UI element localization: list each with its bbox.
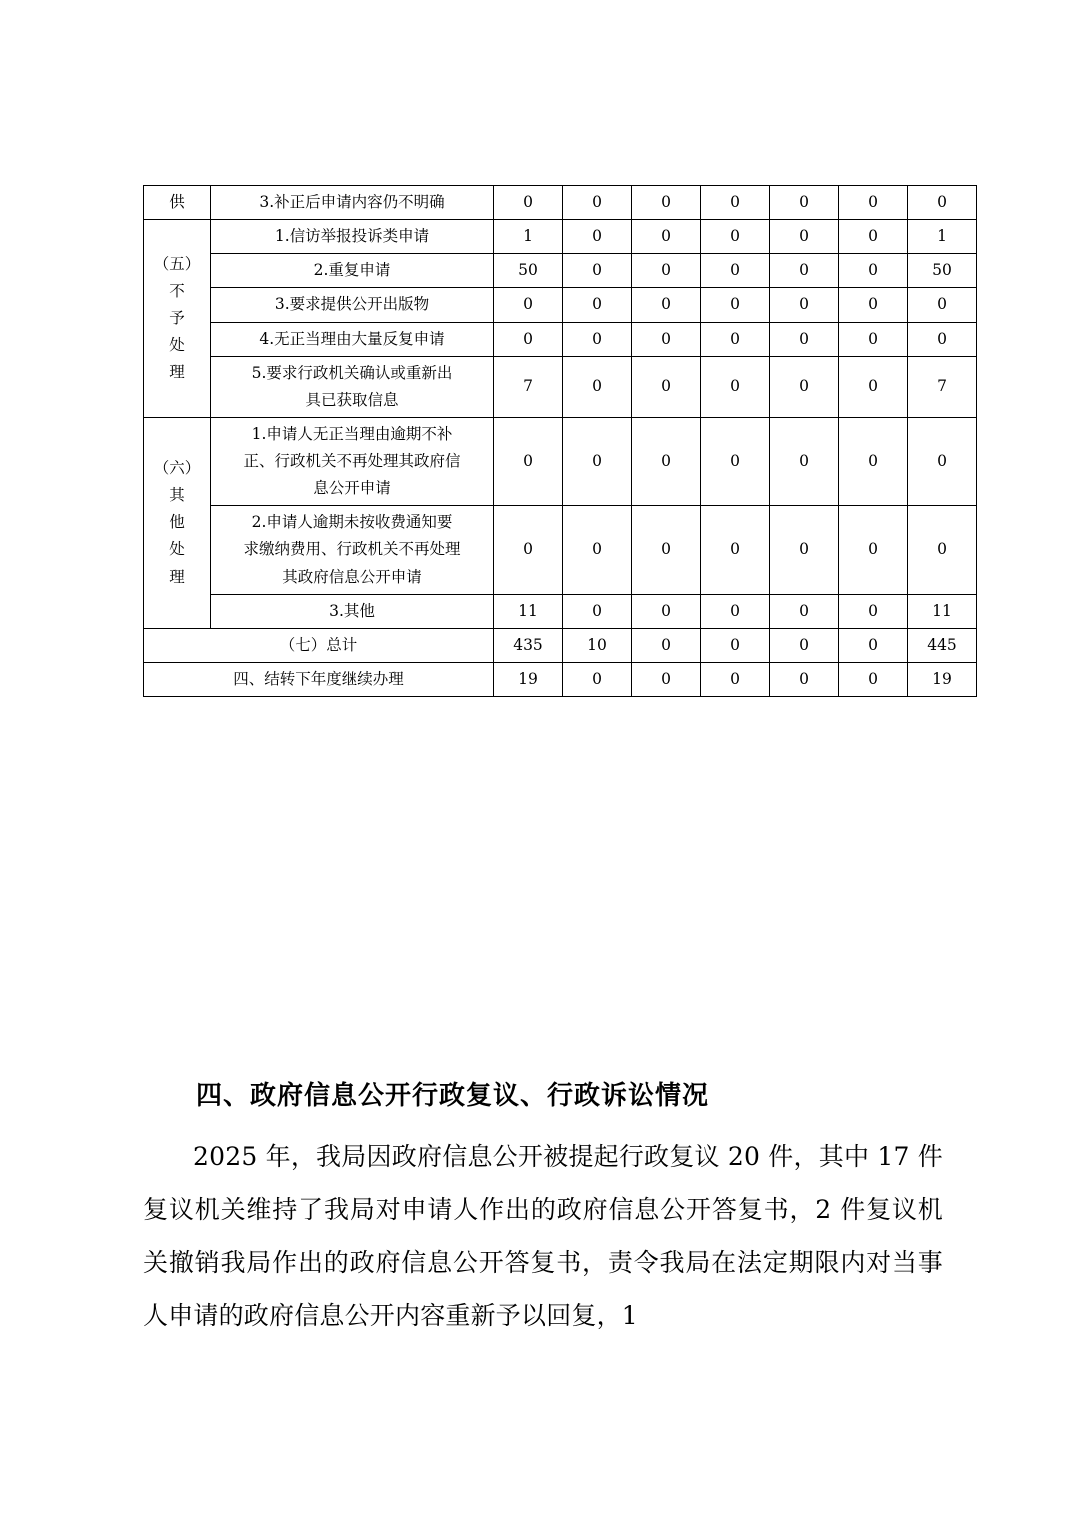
- cell-value: 0: [494, 417, 563, 505]
- row-description: [211, 506, 494, 594]
- cell-value: 0: [632, 356, 701, 417]
- row-description: 3.其他: [211, 594, 494, 628]
- cell-value: 0: [563, 220, 632, 254]
- group-six-char-3: 处: [169, 540, 185, 559]
- cell-value: 0: [632, 288, 701, 322]
- cell-value: 0: [908, 186, 977, 220]
- table-row-carry: [144, 662, 977, 696]
- row-description-line: 其政府信息公开申请: [282, 567, 422, 586]
- group-six-char-4: 理: [169, 567, 185, 586]
- cell-value: 0: [839, 220, 908, 254]
- cell-value: 0: [563, 662, 632, 696]
- section-paragraph: [143, 1130, 943, 1342]
- table-row: [144, 288, 977, 322]
- cell-value: 19: [908, 662, 977, 696]
- cell-value: 0: [563, 288, 632, 322]
- cell-value: 10: [563, 628, 632, 662]
- cell-value: 0: [839, 417, 908, 505]
- cell-value: 0: [563, 506, 632, 594]
- cell-value: 0: [494, 506, 563, 594]
- cell-value: 0: [494, 288, 563, 322]
- cell-value: 0: [770, 662, 839, 696]
- cell-value: 0: [908, 322, 977, 356]
- cell-value: 1: [494, 220, 563, 254]
- cell-value: 0: [839, 628, 908, 662]
- cell-value: 0: [701, 506, 770, 594]
- table-row: [144, 186, 977, 220]
- group-five-char-4: 理: [169, 363, 185, 382]
- cell-value: 435: [494, 628, 563, 662]
- group-label-six: [144, 417, 211, 628]
- row-description: 3.补正后申请内容仍不明确: [211, 186, 494, 220]
- cell-value: 0: [632, 417, 701, 505]
- cell-value: 445: [908, 628, 977, 662]
- cell-value: 0: [770, 506, 839, 594]
- cell-value: 0: [839, 594, 908, 628]
- cell-value: 0: [770, 220, 839, 254]
- statistics-table-wrapper: [143, 185, 957, 697]
- group-label-five: [144, 220, 211, 418]
- cell-value: 0: [839, 506, 908, 594]
- cell-value: 0: [701, 288, 770, 322]
- row-description-line: 正、行政机关不再处理其政府信: [243, 452, 461, 470]
- table-row: [144, 506, 977, 594]
- group-label-supply: 供: [144, 186, 211, 220]
- cell-value: 0: [563, 186, 632, 220]
- group-five-char-3: 处: [169, 336, 185, 355]
- group-six-char-2: 他: [169, 513, 185, 532]
- group-six-number: （六）: [153, 459, 201, 477]
- cell-value: 0: [908, 288, 977, 322]
- cell-value: 0: [770, 628, 839, 662]
- row-description: 2.重复申请: [211, 254, 494, 288]
- table-row: [144, 322, 977, 356]
- total-label: （七）总计: [144, 628, 494, 662]
- group-five-char-1: 不: [169, 281, 185, 300]
- cell-value: 0: [563, 322, 632, 356]
- paragraph-text: 2025 年，我局因政府信息公开被提起行政复议 20 件，其中 17 件复议机关维持了我局对申请人作出的政府信息公开答复书，2 件复议机关撤销我局作出的政府信息公开答复书，责令我局在法定期限内对当事人申请的政府信息公开内容重新予以回复，1: [143, 1142, 943, 1330]
- cell-value: 0: [839, 288, 908, 322]
- cell-value: 0: [701, 254, 770, 288]
- row-description-line: 具已获取信息: [305, 390, 399, 409]
- cell-value: 0: [632, 628, 701, 662]
- cell-value: 50: [494, 254, 563, 288]
- table-row-total: [144, 628, 977, 662]
- cell-value: 0: [770, 288, 839, 322]
- cell-value: 1: [908, 220, 977, 254]
- cell-value: 0: [839, 254, 908, 288]
- cell-value: 19: [494, 662, 563, 696]
- cell-value: 0: [839, 186, 908, 220]
- cell-value: 0: [701, 356, 770, 417]
- carry-label: 四、结转下年度继续办理: [144, 662, 494, 696]
- cell-value: 7: [494, 356, 563, 417]
- cell-value: 0: [701, 322, 770, 356]
- cell-value: 0: [632, 322, 701, 356]
- row-description-line: 求缴纳费用、行政机关不再处理: [243, 540, 461, 559]
- cell-value: 0: [701, 628, 770, 662]
- cell-value: 0: [632, 254, 701, 288]
- statistics-table: [143, 185, 977, 697]
- cell-value: 0: [494, 186, 563, 220]
- cell-value: 0: [908, 417, 977, 505]
- row-description-line: 2.申请人逾期未按收费通知要: [251, 513, 453, 532]
- row-description: 4.无正当理由大量反复申请: [211, 322, 494, 356]
- cell-value: 0: [563, 417, 632, 505]
- cell-value: 0: [770, 186, 839, 220]
- cell-value: 0: [770, 356, 839, 417]
- cell-value: 0: [839, 356, 908, 417]
- cell-value: 0: [632, 594, 701, 628]
- cell-value: 0: [908, 506, 977, 594]
- row-description-line: 5.要求行政机关确认或重新出: [251, 363, 453, 382]
- cell-value: 50: [908, 254, 977, 288]
- cell-value: 0: [563, 356, 632, 417]
- table-row: [144, 594, 977, 628]
- cell-value: 0: [701, 662, 770, 696]
- cell-value: 0: [839, 662, 908, 696]
- section-heading: 四、政府信息公开行政复议、行政诉讼情况: [196, 1081, 710, 1111]
- cell-value: 0: [632, 506, 701, 594]
- cell-value: 0: [701, 594, 770, 628]
- cell-value: 0: [770, 322, 839, 356]
- cell-value: 0: [770, 594, 839, 628]
- cell-value: 11: [494, 594, 563, 628]
- cell-value: 11: [908, 594, 977, 628]
- cell-value: 0: [632, 186, 701, 220]
- row-description: [211, 356, 494, 417]
- cell-value: 0: [839, 322, 908, 356]
- group-five-char-2: 予: [169, 308, 185, 327]
- table-row: [144, 220, 977, 254]
- table-row: [144, 254, 977, 288]
- cell-value: 0: [701, 417, 770, 505]
- cell-value: 0: [701, 220, 770, 254]
- cell-value: 0: [494, 322, 563, 356]
- table-row: [144, 417, 977, 505]
- cell-value: 0: [563, 594, 632, 628]
- row-description: 3.要求提供公开出版物: [211, 288, 494, 322]
- row-description-line: 息公开申请: [313, 479, 391, 498]
- table-row: [144, 356, 977, 417]
- cell-value: 0: [632, 662, 701, 696]
- group-five-number: （五）: [153, 254, 201, 273]
- cell-value: 0: [770, 254, 839, 288]
- cell-value: 0: [563, 254, 632, 288]
- row-description-line: 1.申请人无正当理由逾期不补: [251, 424, 453, 443]
- cell-value: 7: [908, 356, 977, 417]
- row-description: 1.信访举报投诉类申请: [211, 220, 494, 254]
- cell-value: 0: [701, 186, 770, 220]
- cell-value: 0: [770, 417, 839, 505]
- row-description: [211, 417, 494, 505]
- cell-value: 0: [632, 220, 701, 254]
- group-six-char-1: 其: [169, 486, 185, 505]
